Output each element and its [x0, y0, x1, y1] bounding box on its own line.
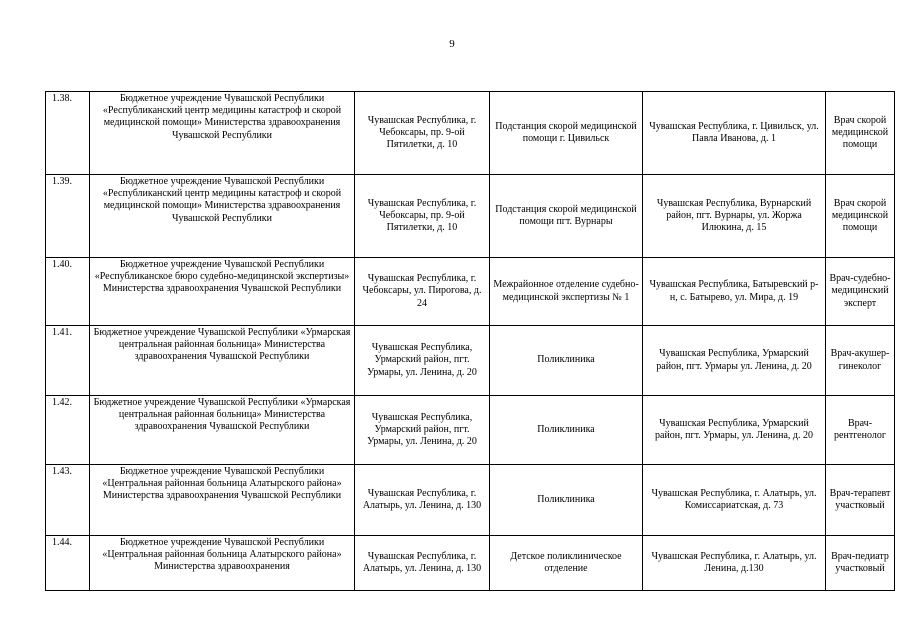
organization-address: Чувашская Республика, г. Чебоксары, ул. Пирогова, д. 24: [355, 258, 490, 326]
row-number: 1.41.: [46, 326, 90, 396]
organization-name: Бюджетное учреждение Чувашской Республики «Центральная районная больница Алатырского района» Министерства здравоохранения Чувашской Республики: [90, 465, 355, 536]
row-number: 1.42.: [46, 396, 90, 465]
organization-address: Чувашская Республика, г. Чебоксары, пр. 9-ой Пятилетки, д. 10: [355, 175, 490, 258]
unit-address: Чувашская Республика, Урмарский район, пгт. Урмары ул. Ленина, д. 20: [643, 326, 826, 396]
row-number: 1.38.: [46, 92, 90, 175]
unit-name: Поликлиника: [490, 396, 643, 465]
organization-name: Бюджетное учреждение Чувашской Республики «Республиканское бюро судебно-медицинской экспертизы» Министерства здравоохранения Чувашской Республики: [90, 258, 355, 326]
organization-address: Чувашская Республика, Урмарский район, пгт. Урмары, ул. Ленина, д. 20: [355, 326, 490, 396]
organization-address: Чувашская Республика, г. Алатырь, ул. Ленина, д. 130: [355, 465, 490, 536]
row-number: 1.40.: [46, 258, 90, 326]
organization-address: Чувашская Республика, Урмарский район, пгт. Урмары, ул. Ленина, д. 20: [355, 396, 490, 465]
unit-address: Чувашская Республика, г. Алатырь, ул. Комиссариатская, д. 73: [643, 465, 826, 536]
position-title: Врач скорой медицинской помощи: [826, 92, 895, 175]
organization-address: Чувашская Республика, г. Алатырь, ул. Ленина, д. 130: [355, 536, 490, 591]
position-title: Врач-педиатр участковый: [826, 536, 895, 591]
row-number: 1.39.: [46, 175, 90, 258]
organization-name: Бюджетное учреждение Чувашской Республики «Центральная районная больница Алатырского района» Министерства здравоохранения: [90, 536, 355, 591]
unit-name: Поликлиника: [490, 326, 643, 396]
unit-name: Детское поликлиническое отделение: [490, 536, 643, 591]
table-row: [46, 536, 895, 591]
unit-name: Подстанция скорой медицинской помощи г. Цивильск: [490, 92, 643, 175]
position-title: Врач-терапевт участковый: [826, 465, 895, 536]
position-title: Врач-рентгенолог: [826, 396, 895, 465]
unit-name: Поликлиника: [490, 465, 643, 536]
position-title: Врач скорой медицинской помощи: [826, 175, 895, 258]
positions-table: [45, 91, 895, 591]
unit-address: Чувашская Республика, Батыревский р-н, с. Батырево, ул. Мира, д. 19: [643, 258, 826, 326]
unit-address: Чувашская Республика, г. Цивильск, ул. Павла Иванова, д. 1: [643, 92, 826, 175]
unit-address: Чувашская Республика, г. Алатырь, ул. Ленина, д.130: [643, 536, 826, 591]
organization-name: Бюджетное учреждение Чувашской Республики «Республиканский центр медицины катастроф и скорой медицинской помощи» Министерства здравоохранения Чувашской Республики: [90, 175, 355, 258]
table-row: [46, 175, 895, 258]
row-number: 1.44.: [46, 536, 90, 591]
page-number: 9: [449, 38, 455, 50]
organization-address: Чувашская Республика, г. Чебоксары, пр. 9-ой Пятилетки, д. 10: [355, 92, 490, 175]
position-title: Врач-судебно-медицинский эксперт: [826, 258, 895, 326]
organization-name: Бюджетное учреждение Чувашской Республики «Урмарская центральная районная больница» Министерства здравоохранения Чувашской Республики: [90, 396, 355, 465]
organization-name: Бюджетное учреждение Чувашской Республики «Урмарская центральная районная больница» Министерства здравоохранения Чувашской Республики: [90, 326, 355, 396]
row-number: 1.43.: [46, 465, 90, 536]
organization-name: Бюджетное учреждение Чувашской Республики «Республиканский центр медицины катастроф и скорой медицинской помощи» Министерства здравоохранения Чувашской Республики: [90, 92, 355, 175]
unit-address: Чувашская Республика, Урмарский район, пгт. Урмары, ул. Ленина, д. 20: [643, 396, 826, 465]
unit-name: Подстанция скорой медицинской помощи пгт. Вурнары: [490, 175, 643, 258]
unit-name: Межрайонное отделение судебно-медицинской экспертизы № 1: [490, 258, 643, 326]
table-row: [46, 92, 895, 175]
position-title: Врач-акушер-гинеколог: [826, 326, 895, 396]
table-row: [46, 326, 895, 396]
table-row: [46, 396, 895, 465]
unit-address: Чувашская Республика, Вурнарский район, пгт. Вурнары, ул. Жоржа Илюкина, д. 15: [643, 175, 826, 258]
table-row: [46, 258, 895, 326]
table-row: [46, 465, 895, 536]
